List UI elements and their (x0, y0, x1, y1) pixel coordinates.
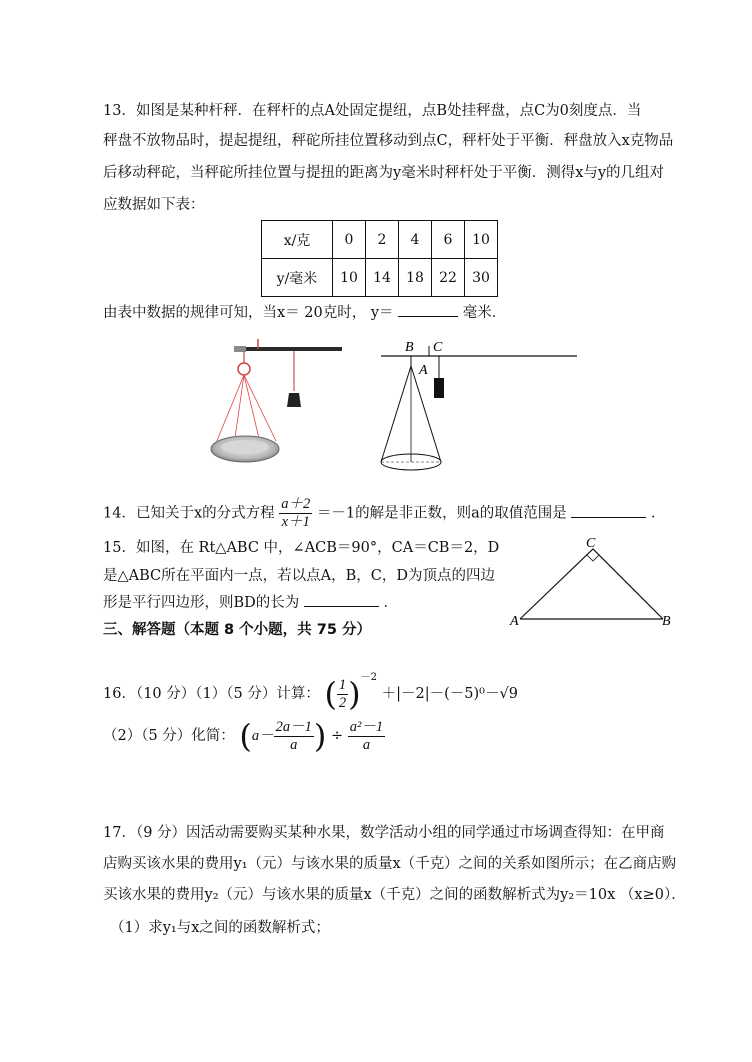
table-cell: 4 (399, 221, 432, 259)
q16-part2-label: （2）（5 分）化简： (103, 728, 235, 744)
q17-line-4: （1）求y₁与x之间的函数解析式； (110, 920, 330, 936)
table-cell: 6 (432, 221, 465, 259)
table-cell: 18 (399, 259, 432, 297)
q14-fraction (279, 496, 312, 531)
q17-line-2: 店购买该水果的费用y₁（元）与该水果的质量x（千克）之间的关系如图所示；在乙商店购 (103, 856, 677, 872)
q16-frac1-num: 2a－1 (275, 718, 312, 735)
q13-line-4: 应数据如下表： (103, 197, 205, 213)
q16-part1 (103, 660, 692, 712)
q16-frac1-den: a (290, 736, 298, 753)
q14-line (103, 496, 692, 531)
label-B: B (662, 614, 671, 629)
q14-text-a: 14．已知关于x的分式方程 (103, 505, 275, 522)
label-A: A (510, 614, 519, 629)
label-C: C (586, 536, 596, 551)
paren-left: ( (324, 675, 337, 713)
q13-line-2: 秤盘不放物品时，提起提纽，秤砣所挂位置移动到点C，秤杆处于平衡．秤盘放入x克物品 (103, 133, 674, 149)
q15-line-3b: ． (383, 595, 398, 611)
table-row (262, 221, 498, 259)
q14-text-b: ＝－1的解是非正数，则a的取值范围是 (316, 505, 567, 522)
q14-frac-den: x＋1 (281, 514, 310, 530)
q16-part1-rest: ＋|－2|－(－5)⁰－√9 (381, 686, 518, 702)
table-cell: 14 (366, 259, 399, 297)
table-cell: 10 (465, 221, 498, 259)
table-row (262, 259, 498, 297)
paren-right: ) (313, 717, 327, 755)
q16-frac2-num: a²－1 (349, 718, 384, 735)
q14-answer-blank[interactable] (571, 503, 646, 518)
section-heading: 三、解答题（本题 8 个小题，共 75 分） (103, 622, 371, 638)
q16-frac2-den: a (362, 736, 371, 753)
table-cell: 22 (432, 259, 465, 297)
q14-frac-num: a＋2 (281, 496, 311, 512)
steelyard-diagram (375, 338, 580, 478)
label-B: B (405, 340, 414, 355)
q17-line-3: 买该水果的费用y₂（元）与该水果的质量x（千克）之间的函数解析式为y₂＝10x （x≥0）． (103, 887, 686, 903)
table-header-x: x/克 (262, 221, 333, 259)
q16-frac (337, 677, 348, 712)
q16-part2-frac1 (274, 719, 314, 754)
q16-div: ÷ (331, 728, 344, 744)
q15-answer-blank[interactable] (304, 592, 379, 607)
q16-part2-inner: a－ (251, 728, 274, 744)
label-A: A (419, 363, 428, 378)
q17-line-1: 17．（9 分）因活动需要购买某种水果，数学活动小组的同学通过市场调查得知：在甲商 (103, 825, 665, 841)
q15-line-1: 15．如图，在 Rt△ABC 中，∠ACB＝90°，CA＝CB＝2，D (103, 540, 500, 556)
table-cell: 2 (366, 221, 399, 259)
steelyard-photo (206, 335, 346, 470)
q16-part2-frac2 (348, 719, 385, 754)
paren-right: ) (348, 675, 361, 713)
q16-exponent: －2 (360, 672, 378, 683)
q13-line-1: 13．如图是某种杆秤．在秤杆的点A处固定提纽，点B处挂秤盘，点C为0刻度点．当 (103, 103, 642, 119)
q16-frac-num: 1 (338, 676, 347, 693)
q13-answer-blank[interactable] (398, 302, 458, 317)
table-header-y: y/毫米 (262, 259, 333, 297)
q13-data-table (261, 220, 498, 297)
q15-line-2: 是△ABC所在平面内一点，若以点A，B，C，D为顶点的四边 (103, 568, 495, 584)
q14-text-c: ． (650, 505, 666, 522)
q13-question-b: y＝ (370, 305, 394, 321)
q16-part1-label: 16．（10 分）（1）（5 分）计算： (103, 686, 320, 702)
paren-left: ( (239, 717, 252, 755)
triangle-abc-figure (508, 535, 678, 630)
q16-part2 (103, 718, 692, 754)
label-C: C (433, 340, 443, 355)
q15-line-3a: 形是平行四边形，则BD的长为 (103, 595, 300, 611)
q13-line-3: 后移动秤砣，当秤砣所挂位置与提扭的距离为y毫米时秤杆处于平衡．测得x与y的几组对 (103, 165, 665, 181)
table-cell: 30 (465, 259, 498, 297)
q13-question-a: 由表中数据的规律可知，当x＝ 20克时， (103, 305, 367, 321)
table-cell: 10 (333, 259, 366, 297)
q13-question (103, 302, 692, 324)
q16-frac-den: 2 (338, 694, 347, 711)
table-cell: 0 (333, 221, 366, 259)
q13-question-c: 毫米． (462, 305, 507, 321)
